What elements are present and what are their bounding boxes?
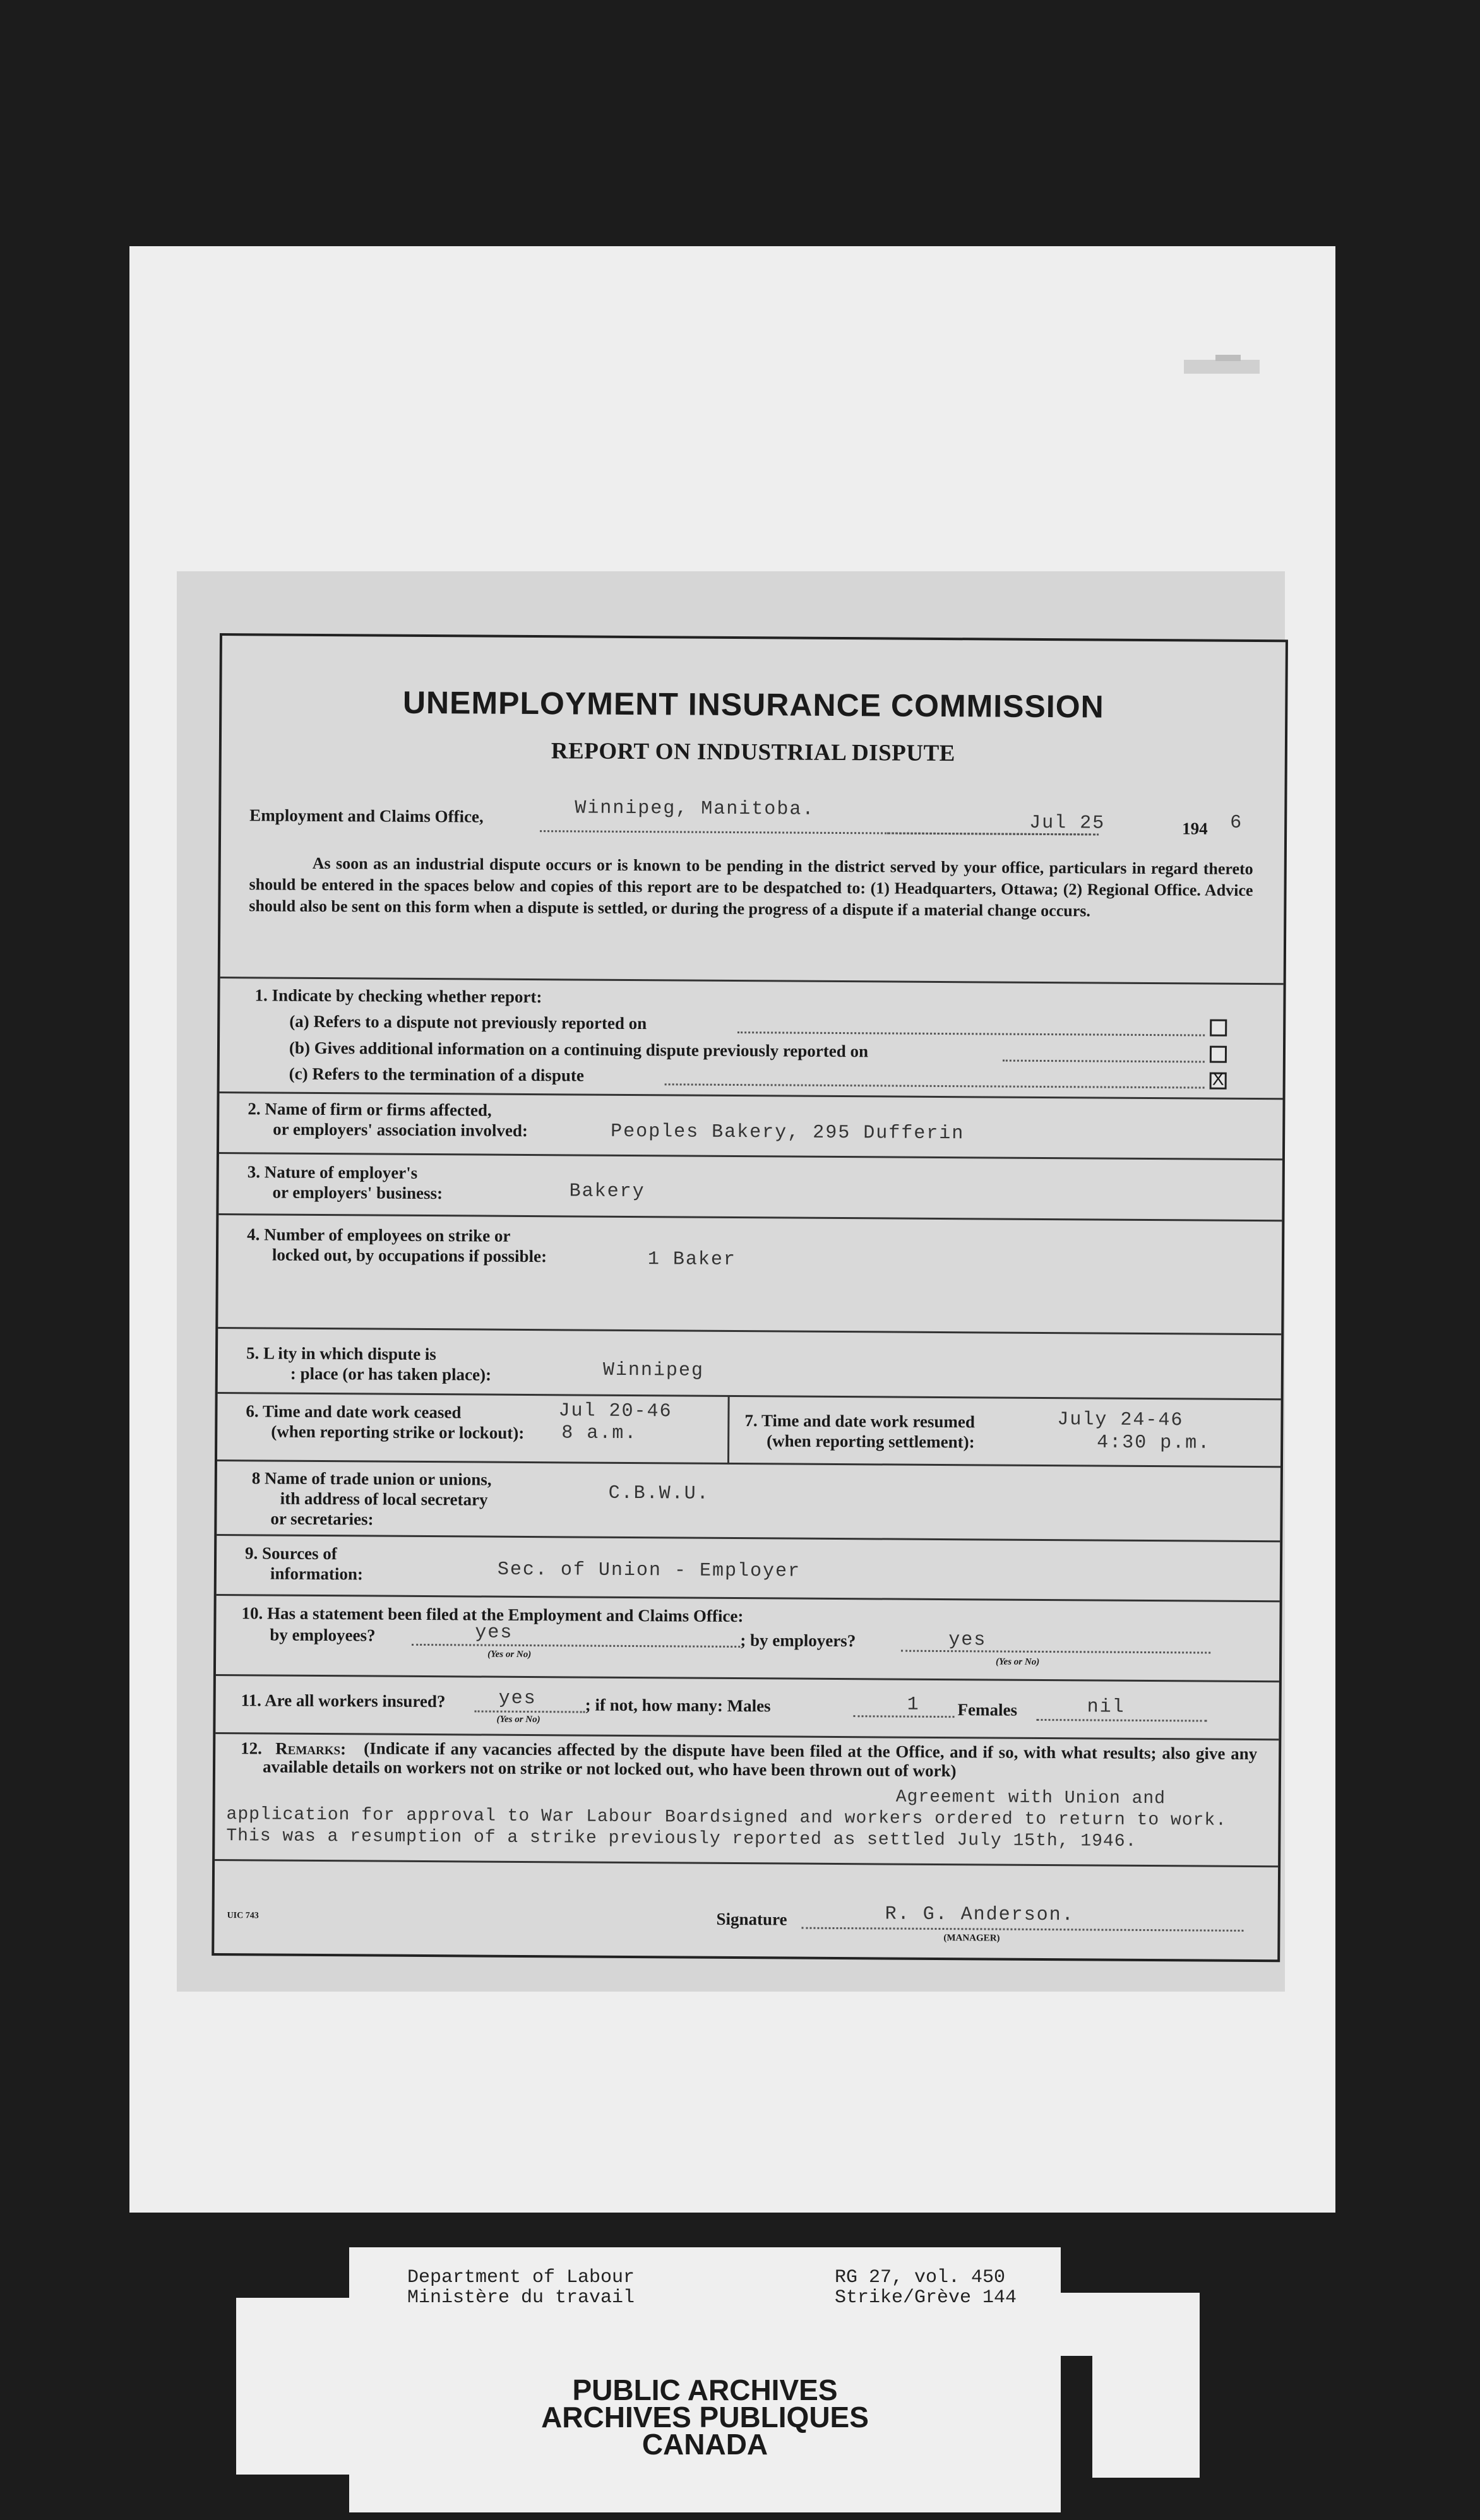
q11-females-label: Females [957, 1700, 1018, 1720]
q1-option-a-checkbox[interactable] [1210, 1019, 1227, 1037]
q1-option-b-checkbox[interactable] [1210, 1046, 1227, 1063]
q1-option-b-dots [1003, 1060, 1205, 1063]
divider [218, 1213, 1282, 1221]
q12-instructions: (Indicate if any vacancies affected by the dispute have been filed at the Office, and if so, with what results; also give any available details on workers not on strike or not locked out, who have been thrown out of work) [262, 1738, 1258, 1781]
q8-label-line2: ith address of local secretary [280, 1489, 488, 1509]
q7-value-date: July 24-46 [1057, 1409, 1184, 1432]
q6-value-time: 8 a.m. [561, 1422, 638, 1445]
divider [220, 1091, 1283, 1100]
q6-value-date: Jul 20-46 [558, 1400, 672, 1423]
q10-employers-dots [901, 1650, 1210, 1654]
divider [217, 1459, 1280, 1468]
year-prefix: 194 [1182, 819, 1208, 838]
signature-dots [801, 1927, 1243, 1932]
q10-by-employers-value: yes [948, 1629, 987, 1651]
q11-males-value: 1 [907, 1694, 920, 1716]
q11-hint: (Yes or No) [496, 1714, 540, 1725]
q8-label-line3: or secretaries: [270, 1509, 374, 1529]
manager-caption: (MANAGER) [943, 1933, 1000, 1944]
q1-option-c-label: (c) Refers to the termination of a dispute [289, 1064, 584, 1085]
divider [220, 977, 1284, 985]
q7-label-line1: 7. Time and date work resumed [744, 1411, 976, 1432]
q11-males-dots [854, 1715, 955, 1718]
archive-label-tab-left [236, 2298, 362, 2475]
q1-option-c-dots [665, 1083, 1205, 1088]
q9-label-line1: 9. Sources of [245, 1543, 337, 1564]
dispute-report-form [212, 633, 1288, 1962]
archive-label-tab-right-lower [1092, 2348, 1200, 2478]
q2-label-line1: 2. Name of firm or firms affected, [248, 1099, 492, 1120]
q6-label-line2: (when reporting strike or lockout): [271, 1422, 525, 1442]
instructions-paragraph: As soon as an industrial dispute occurs or is known to be pending in the district served by your office, particulars in regard thereto should be entered in the spaces below and copies of this report are to be despatched to: (1) Headquarters, Ottawa; (2) Regional Office. Advice should also be sent on this form when a dispute is settled, or during the progress of a dispute if a material change occurs. [249, 853, 1253, 920]
q6-label-line1: 6. Time and date work ceased [246, 1401, 462, 1422]
q5-label-line2: : place (or has taken place): [290, 1364, 492, 1384]
q11-label: 11. Are all workers insured? [241, 1691, 446, 1711]
q1-option-a-label: (a) Refers to a dispute not previously reported on [289, 1011, 647, 1033]
q1-option-c-checkbox[interactable] [1210, 1069, 1227, 1090]
q10-label: 10. Has a statement been filed at the Employment and Claims Office: [241, 1603, 744, 1626]
divider [217, 1594, 1280, 1602]
signature-label: Signature [716, 1909, 787, 1929]
q7-value-time: 4:30 p.m. [1097, 1432, 1211, 1454]
divider [218, 1327, 1281, 1335]
divider [216, 1674, 1279, 1682]
divider [217, 1534, 1280, 1542]
check-mark-icon: X [1212, 1069, 1224, 1089]
form-code: UIC 743 [227, 1911, 259, 1921]
archive-line-3: CANADA [642, 2428, 768, 2461]
q12-number: 12. [241, 1738, 263, 1758]
q3-value: Bakery [569, 1180, 645, 1203]
q9-value: Sec. of Union - Employer [497, 1559, 801, 1583]
q11-value: yes [498, 1687, 537, 1710]
q2-label-line2: or employers' association involved: [273, 1119, 528, 1140]
q5-label-line1: 5. L ity in which dispute is [246, 1343, 436, 1364]
column-divider [727, 1395, 730, 1465]
q10-by-employees-value: yes [475, 1622, 513, 1644]
q4-label-line2: locked out, by occupations if possible: [272, 1245, 547, 1266]
signature-value: R. G. Anderson. [885, 1903, 1075, 1927]
q4-value: 1 Baker [647, 1249, 737, 1271]
office-value: Winnipeg, Manitoba. [575, 797, 815, 821]
form-title: UNEMPLOYMENT INSURANCE COMMISSION [402, 684, 1104, 725]
q10-employers-hint: (Yes or No) [996, 1656, 1040, 1667]
archive-line-1: PUBLIC ARCHIVES [572, 2374, 838, 2406]
year-suffix: 6 [1230, 812, 1243, 834]
q10-by-employees-label: by employees? [270, 1625, 376, 1645]
office-label: Employment and Claims Office, [249, 805, 484, 826]
q1-label: 1. Indicate by checking whether report: [254, 985, 542, 1007]
q12-remarks-label: Remarks: [275, 1738, 347, 1759]
q11-insured-dots [475, 1710, 585, 1713]
archive-label-tab-right [1054, 2293, 1200, 2356]
q3-label-line2: or employers' business: [272, 1182, 443, 1203]
q11-females-value: nil [1087, 1696, 1125, 1718]
divider [218, 1392, 1281, 1400]
q5-value: Winnipeg [602, 1359, 705, 1382]
divider [215, 1859, 1278, 1867]
archive-dept-en: Department of Labour [407, 2267, 635, 2288]
divider [219, 1152, 1282, 1160]
q1-option-b-label: (b) Gives additional information on a continuing dispute previously reported on [289, 1038, 869, 1061]
archive-ref-strike: Strike/Grève 144 [835, 2287, 1017, 2309]
archive-ref-volume: RG 27, vol. 450 [835, 2267, 1006, 2288]
q8-value: C.B.W.U. [608, 1482, 710, 1505]
q11-females-dots [1036, 1719, 1207, 1722]
q1-option-a-dots [737, 1031, 1205, 1037]
archive-dept-fr: Ministère du travail [407, 2287, 635, 2309]
q11-if-not-label: ; if not, how many: Males [585, 1695, 771, 1716]
q2-value: Peoples Bakery, 295 Dufferin [611, 1120, 965, 1145]
form-subtitle: REPORT ON INDUSTRIAL DISPUTE [551, 738, 956, 767]
q10-employees-hint: (Yes or No) [487, 1649, 532, 1660]
q8-label-line1: 8 Name of trade union or unions, [251, 1468, 492, 1489]
q10-by-employers-label: ; by employers? [740, 1631, 856, 1651]
q9-label-line2: information: [270, 1564, 363, 1584]
film-strip-mark [1178, 354, 1272, 385]
q12-typed-remarks: Agreement with Union and application for approval to War Labour Boardsigned and workers ordered to return to work. This was a resumption of a strike previously reported as settled July 15th, 1946. [226, 1787, 1227, 1851]
office-date: Jul 25 [1029, 812, 1106, 835]
q7-label-line2: (when reporting settlement): [767, 1431, 975, 1452]
q4-label-line1: 4. Number of employees on strike or [247, 1225, 511, 1245]
archive-line-2: ARCHIVES PUBLIQUES [541, 2401, 869, 2434]
archive-stamp [349, 2374, 1061, 2461]
q10-employees-dots [412, 1644, 740, 1648]
q3-label-line1: 3. Nature of employer's [247, 1162, 418, 1182]
